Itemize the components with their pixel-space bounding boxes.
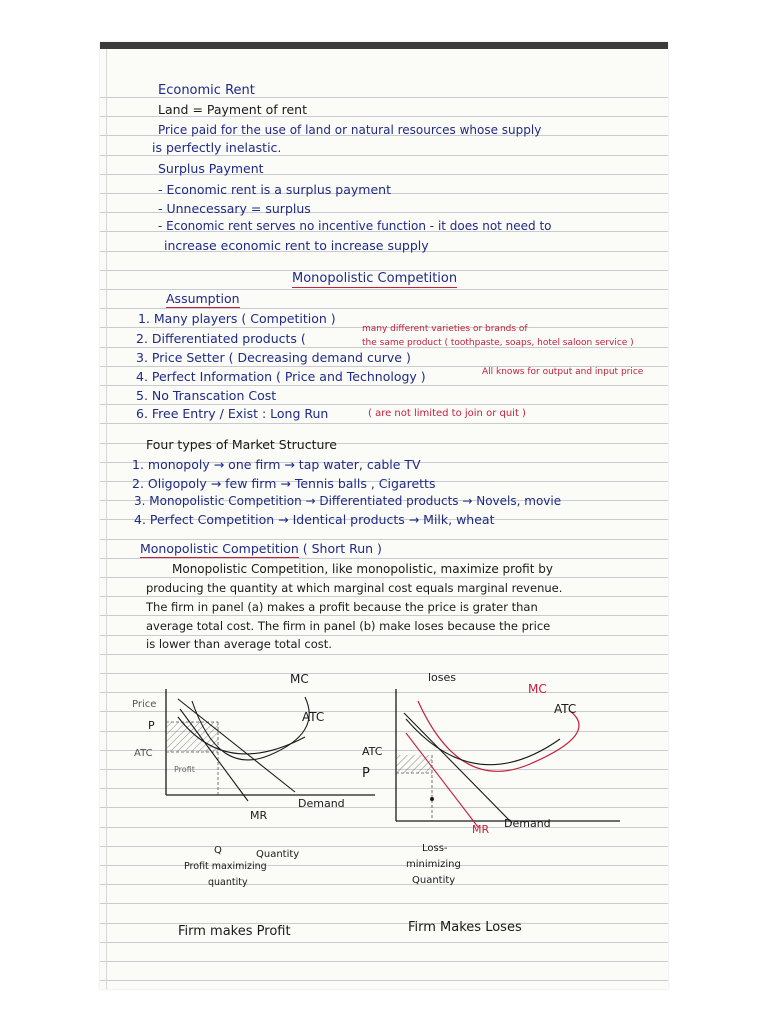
notebook-page bbox=[100, 42, 668, 989]
ruled-line bbox=[100, 558, 668, 559]
panel-a-mc-label: MC bbox=[290, 672, 309, 686]
ruled-line bbox=[100, 289, 668, 290]
assumption-heading: Assumption bbox=[166, 291, 240, 306]
panel-a-p-label: P bbox=[148, 719, 155, 732]
assumption-3: 3. Price Setter ( Decreasing demand curve ) bbox=[136, 350, 411, 365]
panel-b-q-caption-1: Loss- bbox=[422, 843, 448, 854]
panel-a-profit-label: Profit bbox=[174, 765, 195, 774]
ruled-line bbox=[100, 404, 668, 405]
panel-b-equilibrium-point bbox=[430, 797, 434, 801]
rent-definition-2: is perfectly inelastic. bbox=[152, 140, 282, 155]
structure-3: 3. Monopolistic Competition → Differentiated products → Novels, movie bbox=[134, 494, 562, 508]
panel-a-atc-axis-label: ATC bbox=[134, 748, 153, 759]
structure-2: 2. Oligopoly → few firm → Tennis balls , Cigaretts bbox=[132, 476, 436, 491]
cost-curves-diagram bbox=[100, 659, 668, 939]
ruled-line bbox=[100, 980, 668, 981]
short-run-title-suffix: ( Short Run ) bbox=[302, 541, 382, 556]
panel-b-demand-label: Demand bbox=[504, 817, 551, 830]
market-structure-title: Four types of Market Structure bbox=[146, 437, 337, 452]
assumption-6: 6. Free Entry / Exist : Long Run bbox=[136, 406, 329, 421]
panel-b-loss-area bbox=[396, 755, 432, 773]
panel-b-atc-label: ATC bbox=[554, 702, 577, 716]
panel-b-atc-axis-label: ATC bbox=[362, 745, 383, 758]
panel-b-mr-curve bbox=[406, 733, 478, 827]
panel-b-losses bbox=[362, 671, 620, 886]
assumption-1: 1. Many players ( Competition ) bbox=[138, 311, 336, 326]
panel-a-profit-area bbox=[166, 722, 218, 752]
structure-4: 4. Perfect Competition → Identical products → Milk, wheat bbox=[134, 512, 495, 527]
panel-a-atc-label: ATC bbox=[302, 710, 325, 724]
short-run-line-4: average total cost. The firm in panel (b) make loses because the price bbox=[146, 619, 551, 633]
assumption-4-note: All knows for output and input price bbox=[482, 367, 644, 377]
panel-b-loses-label: loses bbox=[428, 671, 457, 684]
rent-bullet-4: increase economic rent to increase supply bbox=[164, 238, 429, 253]
rent-definition-1: Price paid for the use of land or natural resources whose supply bbox=[158, 123, 542, 137]
assumption-2: 2. Differentiated products ( bbox=[136, 331, 306, 346]
panel-a-demand-label: Demand bbox=[298, 797, 345, 810]
land-line: Land = Payment of rent bbox=[158, 102, 307, 117]
monopolistic-competition-title: Monopolistic Competition bbox=[292, 271, 458, 286]
economic-rent-title: Economic Rent bbox=[158, 83, 255, 98]
panel-a-quantity-label: Quantity bbox=[256, 849, 300, 860]
rent-bullet-3: - Economic rent serves no incentive function - it does not need to bbox=[158, 219, 552, 233]
ruled-line bbox=[100, 961, 668, 962]
short-run-line-2: producing the quantity at which marginal cost equals marginal revenue. bbox=[146, 581, 563, 595]
panel-a-profit bbox=[132, 672, 375, 888]
ruled-line bbox=[100, 539, 668, 540]
ruled-line bbox=[100, 596, 668, 597]
panel-a-q-label: Q bbox=[214, 845, 222, 856]
assumption-2-note: many different varieties or brands of bbox=[362, 324, 528, 334]
short-run-line-3: The firm in panel (a) makes a profit because the price is grater than bbox=[146, 600, 538, 614]
ruled-line bbox=[100, 423, 668, 424]
ruled-line bbox=[100, 308, 668, 309]
ruled-line bbox=[100, 385, 668, 386]
panel-b-mc-label: MC bbox=[528, 682, 547, 696]
ruled-line bbox=[100, 577, 668, 578]
structure-1: 1. monopoly → one firm → tap water, cable TV bbox=[132, 457, 421, 472]
panel-b-q-caption-2: minimizing bbox=[406, 859, 461, 870]
rent-bullet-1: - Economic rent is a surplus payment bbox=[158, 182, 391, 197]
assumption-6-note: ( are not limited to join or quit ) bbox=[368, 408, 526, 419]
panel-a-q-caption-1: Profit maximizing bbox=[184, 861, 267, 872]
panel-a-mr-label: MR bbox=[250, 809, 268, 822]
short-run-line-5: is lower than average total cost. bbox=[146, 637, 332, 651]
assumption-3-note: the same product ( toothpaste, soaps, hotel saloon service ) bbox=[362, 338, 634, 348]
ruled-line bbox=[100, 942, 668, 943]
short-run-title: Monopolistic Competition bbox=[140, 541, 299, 556]
panel-b-q-caption-3: Quantity bbox=[412, 875, 456, 886]
ruled-line bbox=[100, 654, 668, 655]
ruled-line bbox=[100, 635, 668, 636]
assumption-5: 5. No Transcation Cost bbox=[136, 388, 277, 403]
panel-a-price-axis-label: Price bbox=[132, 699, 157, 710]
panel-b-caption: Firm Makes Loses bbox=[408, 920, 522, 935]
ruled-line bbox=[100, 155, 668, 156]
panel-a-caption: Firm makes Profit bbox=[178, 924, 291, 939]
short-run-line-1: Monopolistic Competition, like monopolistic, maximize profit by bbox=[172, 562, 553, 576]
panel-b-mr-label: MR bbox=[472, 823, 490, 836]
panel-b-p-label: P bbox=[362, 766, 370, 781]
surplus-payment-title: Surplus Payment bbox=[158, 161, 264, 176]
assumption-4: 4. Perfect Information ( Price and Technology ) bbox=[136, 369, 426, 384]
panel-a-q-caption-2: quantity bbox=[208, 877, 248, 888]
ruled-line bbox=[100, 615, 668, 616]
rent-bullet-2: - Unnecessary = surplus bbox=[158, 201, 311, 216]
short-run-heading bbox=[140, 541, 382, 556]
